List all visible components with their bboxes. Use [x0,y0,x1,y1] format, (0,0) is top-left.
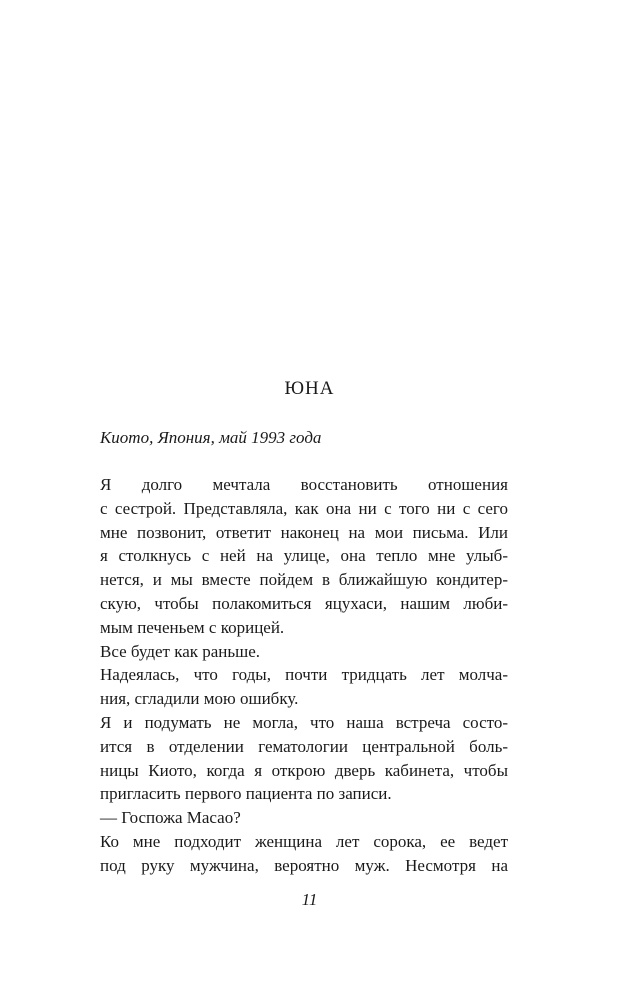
text-line: мым печеньем с корицей. [100,617,285,637]
text-line: Я и подумать не могла, что наша встреча состо- [100,712,508,732]
text-line: — Госпожа Масао? [100,808,241,828]
text-line: ния, сгладили мою ошибку. [100,689,299,709]
text-line: ится в отделении гематологии центральной боль- [100,736,508,756]
text-line: с сестрой. Представляла, как она ни с того ни с сего [100,498,508,518]
text-line: Надеялась, что годы, почти тридцать лет молча- [100,665,508,685]
place-date-epigraph: Киото, Япония, май 1993 года [100,428,322,447]
text-line: скую, чтобы полакомиться яцухаси, нашим люби- [100,593,508,613]
text-line: пригласить первого пациента по записи. [100,784,392,804]
text-line: Я долго мечтала восстановить отношения [100,475,508,494]
text-line: ницы Киото, когда я открою дверь кабинета, чтобы [100,760,508,780]
text-line: Ко мне подходит женщина лет сорока, ее ведет [100,831,508,851]
page-number: 11 [301,890,318,909]
body-text [100,473,508,878]
text-line: нется, и мы вместе пойдем в ближайшую кондитер- [100,570,508,590]
text-line: под руку мужчина, вероятно муж. Несмотря на [100,855,508,875]
text-line: мне позвонит, ответит наконец на мои письма. Или [100,522,508,542]
text-line: я столкнусь с ней на улице, она тепло мне улыб- [100,546,508,566]
chapter-title: ЮНА [284,378,335,399]
text-line: Все будет как раньше. [100,641,261,661]
